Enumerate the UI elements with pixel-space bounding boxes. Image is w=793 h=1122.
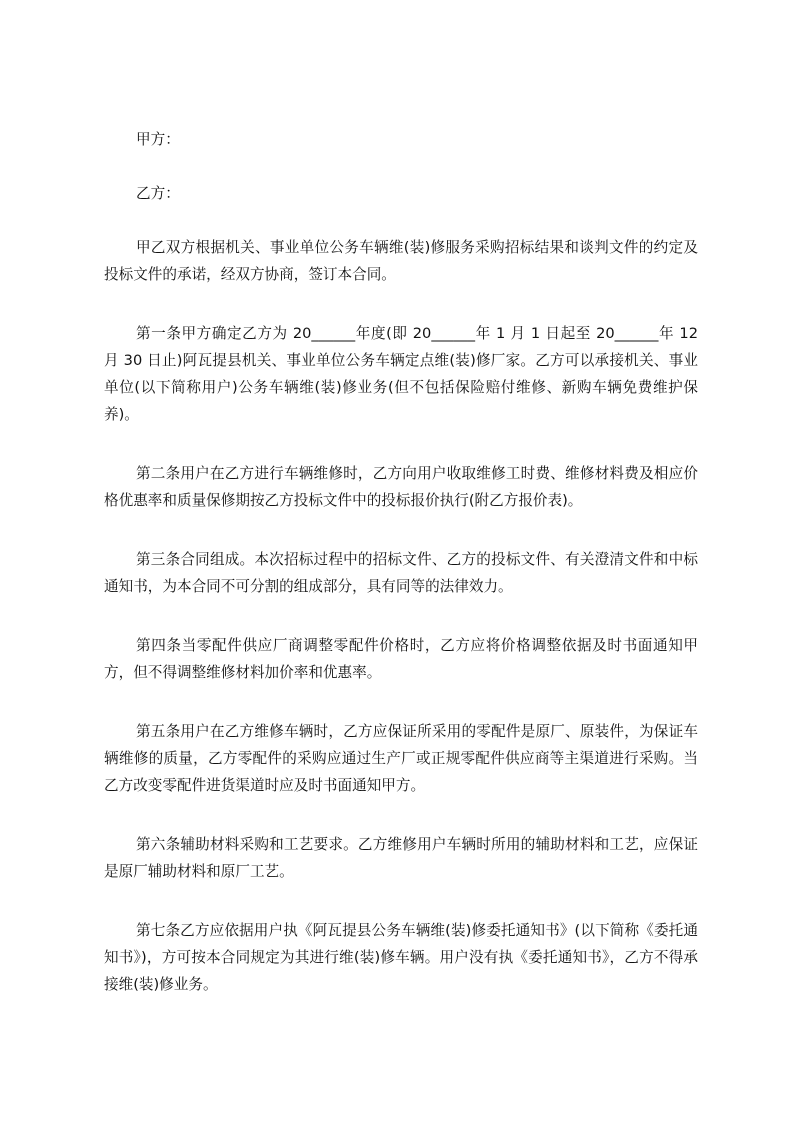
contract-page (104, 126, 698, 1030)
party-a-label: 甲方： (136, 131, 180, 148)
article-6-paragraph: 第六条辅助材料采购和工艺要求。乙方维修用户车辆时所用的辅助材料和工艺，应保证是原厂辅助材料和原厂工艺。 (104, 836, 698, 880)
preamble-paragraph: 甲乙双方根据机关、事业单位公务车辆维(装)修服务采购招标结果和谈判文件的约定及投标文件的承诺，经双方协商，签订本合同。 (104, 239, 698, 283)
party-b-label: 乙方： (136, 185, 180, 202)
article-7-paragraph: 第七条乙方应依据用户执《阿瓦提县公务车辆维(装)修委托通知书》(以下简称《委托通知书》)，方可按本合同规定为其进行维(装)修车辆。用户没有执《委托通知书》，乙方不得承接维(装)修业务。 (104, 922, 698, 993)
article-2-paragraph: 第二条用户在乙方进行车辆维修时，乙方向用户收取维修工时费、维修材料费及相应价格优惠率和质量保修期按乙方投标文件中的投标报价执行(附乙方报价表)。 (104, 465, 698, 509)
article-1-paragraph: 第一条甲方确定乙方为 20______年度(即 20______年 1 月 1 日起至 20______年 12 月 30 日止)阿瓦提县机关、事业单位公务车辆定点维(装)修厂家。乙方可以承接机关、事业单位(以下简称用户)公务车辆维(装)修业务(但不包括保险赔付维修、新购车辆免费维护保养)。 (104, 325, 698, 423)
article-3-paragraph: 第三条合同组成。本次招标过程中的招标文件、乙方的投标文件、有关澄清文件和中标通知书，为本合同不可分割的组成部分，具有同等的法律效力。 (104, 551, 698, 595)
article-4-paragraph: 第四条当零配件供应厂商调整零配件价格时，乙方应将价格调整依据及时书面通知甲方，但不得调整维修材料加价率和优惠率。 (104, 637, 698, 681)
article-5-paragraph: 第五条用户在乙方维修车辆时，乙方应保证所采用的零配件是原厂、原装件，为保证车辆维修的质量，乙方零配件的采购应通过生产厂或正规零配件供应商等主渠道进行采购。当乙方改变零配件进货渠道时应及时书面通知甲方。 (104, 723, 698, 794)
